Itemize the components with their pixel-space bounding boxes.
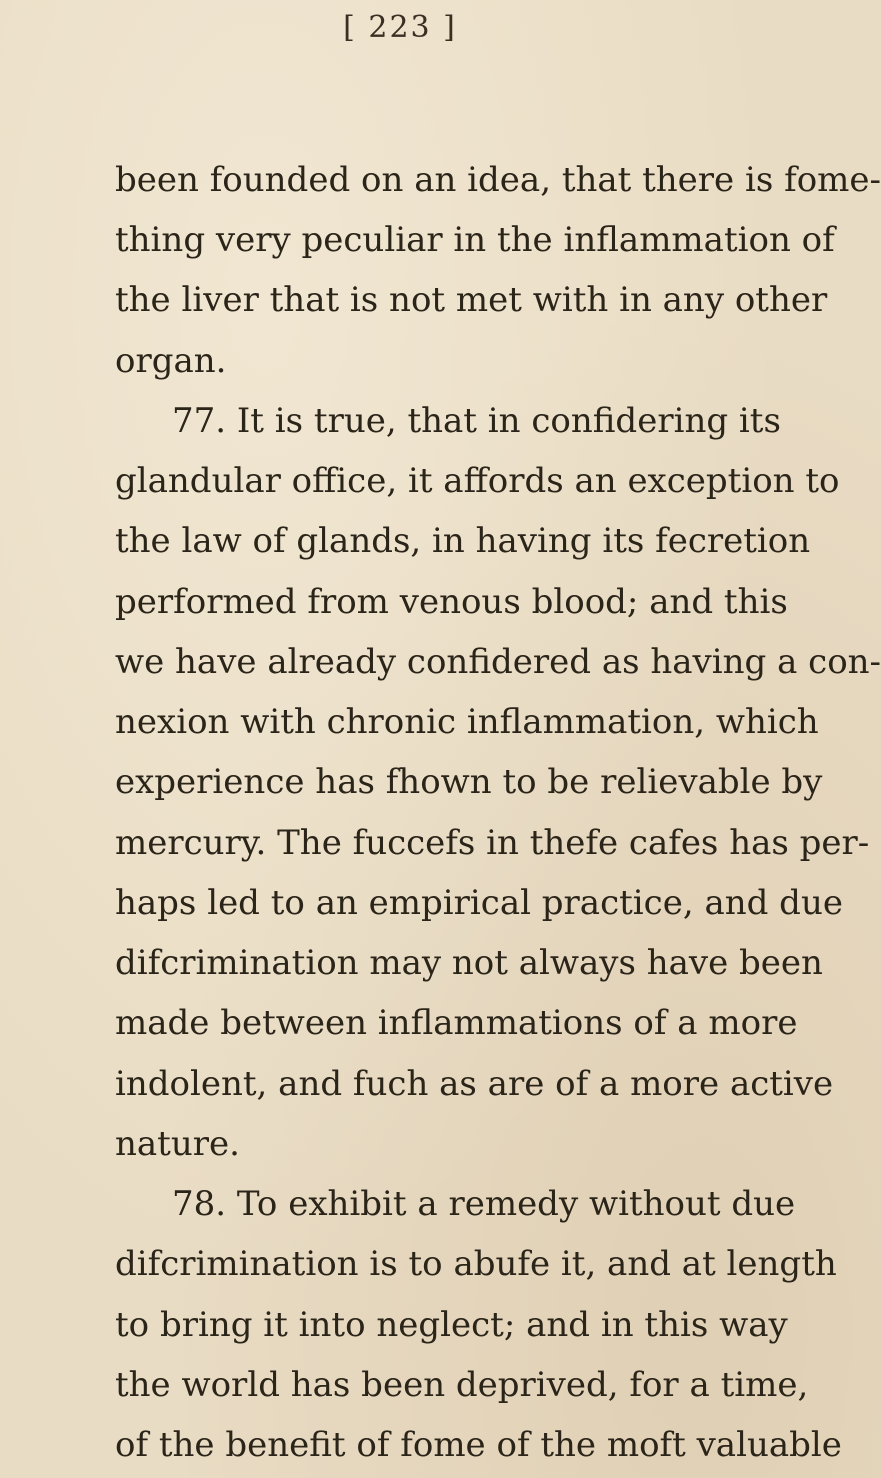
text-line: been founded on an idea, that there is fome- xyxy=(115,160,881,200)
text-line: to bring it into neglect; and in this way xyxy=(115,1305,788,1345)
text-line: nature. xyxy=(115,1124,240,1164)
page-number: [ 223 ] xyxy=(343,10,457,45)
text-line: 77. It is true, that in confidering its xyxy=(172,401,781,441)
text-line: thing very peculiar in the inflammation of xyxy=(115,220,835,260)
text-line: organ. xyxy=(115,341,227,381)
text-line: glandular office, it affords an exception to xyxy=(115,461,840,501)
text-line: indolent, and fuch as are of a more active xyxy=(115,1064,834,1104)
text-line: nexion with chronic inflammation, which xyxy=(115,702,819,742)
text-line: difcrimination is to abufe it, and at length xyxy=(115,1244,837,1284)
text-line: 78. To exhibit a remedy without due xyxy=(172,1184,796,1224)
text-line: we have already confidered as having a con- xyxy=(115,642,881,682)
text-line: the liver that is not met with in any other xyxy=(115,280,828,320)
text-line: the world has been deprived, for a time, xyxy=(115,1365,809,1405)
text-line: haps led to an empirical practice, and due xyxy=(115,883,843,923)
text-line: mercury. The fuccefs in thefe cafes has per- xyxy=(115,823,870,863)
text-line: difcrimination may not always have been xyxy=(115,943,823,983)
text-line: the law of glands, in having its fecretion xyxy=(115,521,811,561)
text-line: of the benefit of fome of the moft valuable xyxy=(115,1425,842,1465)
text-line: performed from venous blood; and this xyxy=(115,582,788,622)
text-line: experience has fhown to be relievable by xyxy=(115,762,823,802)
text-line: made between inflammations of a more xyxy=(115,1003,798,1043)
